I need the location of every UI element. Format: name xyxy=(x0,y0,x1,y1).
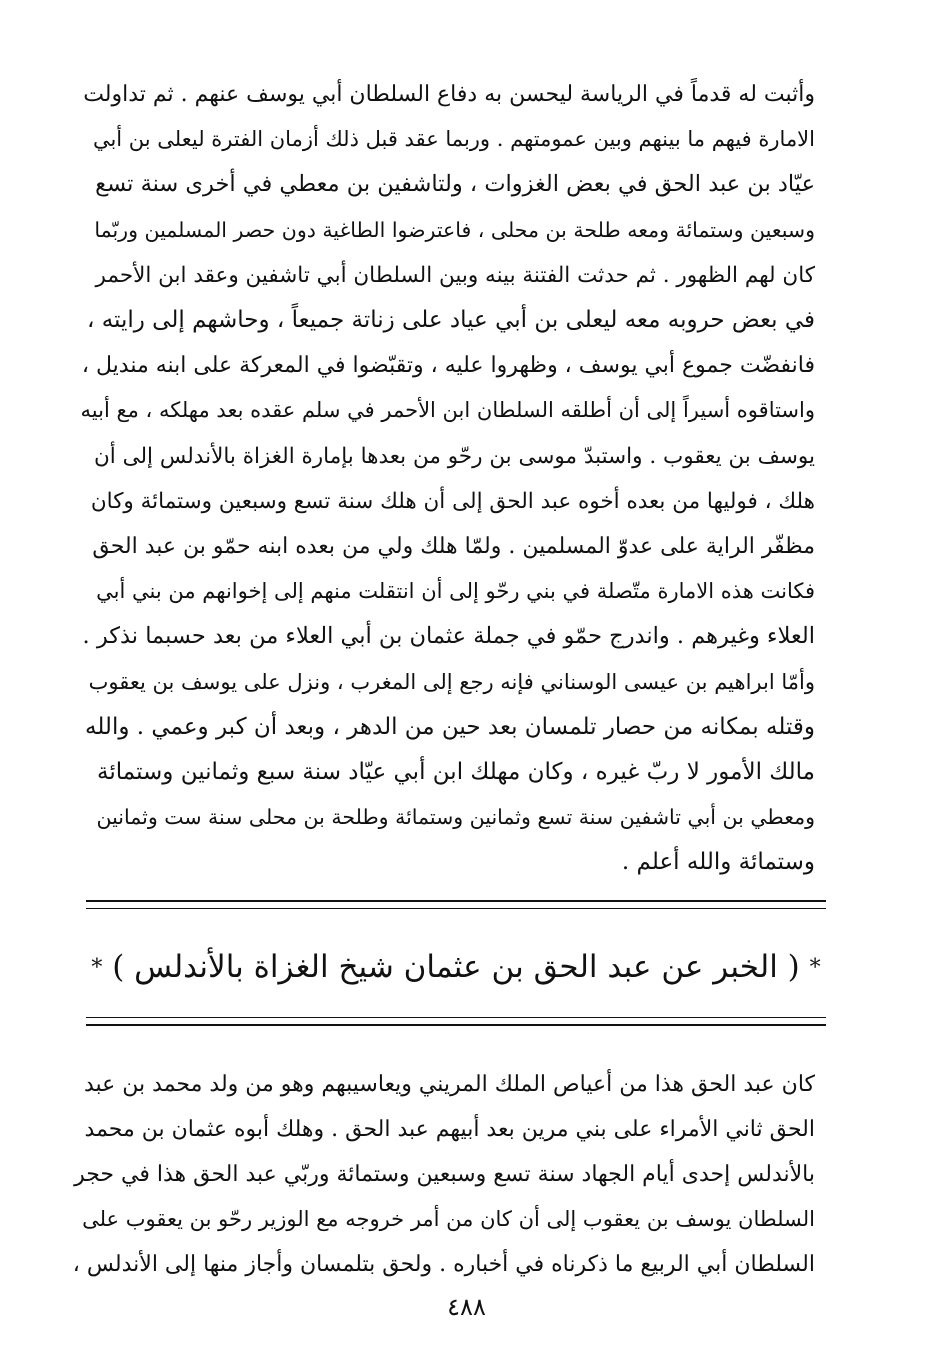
text-line: كان عبد الحق هذا من أعياص الملك المريني ويعاسيبهم وهو من ولد محمد بن عبد xyxy=(83,1072,815,1097)
bottom-paragraph xyxy=(69,1062,815,1287)
text-line: وستمائة والله أعلم . xyxy=(621,849,815,876)
text-line: وأمّا ابراهيم بن عيسى الوسناني فإنه رجع إلى المغرب ، ونزل على يوسف بن يعقوب xyxy=(88,669,815,694)
text-line: وأثبت له قدماً في الرياسة ليحسن به دفاع السلطان أبي يوسف عنهم . ثم تداولت xyxy=(83,82,815,107)
star-ornament-icon: * xyxy=(91,955,103,981)
text-line: وقتله بمكانه من حصار تلمسان بعد حين من الدهر ، وبعد أن كبر وعمي . والله xyxy=(84,713,815,740)
text-line: يوسف بن يعقوب . واستبدّ موسى بن رحّو من بعدها بإمارة الغزاة بالأندلس إلى أن xyxy=(93,443,815,469)
text-line: عيّاد بن عبد الحق في بعض الغزوات ، ولتاشفين بن معطي في أخرى سنة تسع xyxy=(95,171,815,198)
text-line: بالأندلس إحدى أيام الجهاد سنة تسع وسبعين وستمائة وربّي عبد الحق هذا في حجر xyxy=(74,1162,815,1187)
text-line: الحق ثاني الأمراء على بني مرين بعد أبيهم عبد الحق . وهلك أبوه عثمان بن محمد xyxy=(84,1117,815,1142)
page-number: ٤٨٨ xyxy=(447,1293,486,1321)
section-heading xyxy=(86,932,826,1002)
text-line: السلطان يوسف بن يعقوب إلى أن كان من أمر خروجه مع الوزير رحّو بن يعقوب على xyxy=(82,1207,815,1231)
text-line: مظفّر الراية على عدوّ المسلمين . ولمّا هلك ولي من بعده ابنه حمّو بن عبد الحق xyxy=(92,534,815,560)
text-line: الامارة فيهم ما بينهم وبين عمومتهم . وربما عقد قبل ذلك أزمان الفترة ليعلى بن أبي xyxy=(92,127,815,152)
text-line: ومعطي بن أبي تاشفين سنة تسع وثمانين وستمائة وطلحة بن محلى سنة ست وثمانين xyxy=(96,805,815,830)
text-line: السلطان أبي الربيع ما ذكرناه في أخباره . ولحق بتلمسان وأجاز منها إلى الأندلس ، xyxy=(72,1252,815,1277)
text-line: مالك الأمور لا ربّ غيره ، وكان مهلك ابن أبي عيّاد سنة سبع وثمانين وستمائة xyxy=(97,759,815,786)
text-line: هلك ، فوليها من بعده أخوه عبد الحق إلى أن هلك سنة تسع وسبعين وستمائة وكان xyxy=(90,488,815,514)
divider xyxy=(86,1024,826,1026)
divider xyxy=(86,900,826,902)
text-line: فكانت هذه الامارة متّصلة في بني رحّو إلى أن انتقلت منهم إلى إخوانهم من بني أبي xyxy=(96,579,815,604)
text-line: واستاقوه أسيراً إلى أن أطلقه السلطان ابن الأحمر في سلم عقده بعد مهلكه ، مع أبيه xyxy=(80,398,815,423)
heading-bottom-rules xyxy=(86,1017,826,1026)
text-line: فانفضّت جموع أبي يوسف ، وظهروا عليه ، وتقبّضوا في المعركة على ابنه منديل ، xyxy=(81,353,815,379)
divider xyxy=(86,908,826,909)
text-line: كان لهم الظهور . ثم حدثت الفتنة بينه وبين السلطان أبي تاشفين وعقد ابن الأحمر xyxy=(95,262,815,288)
top-paragraph xyxy=(80,72,815,886)
text-line: وسبعين وستمائة ومعه طلحة بن محلى ، فاعترضوا الطاغية دون حصر المسلمين وربّما xyxy=(94,217,815,242)
text-line: في بعض حروبه معه ليعلى بن أبي عياد على زناتة جميعاً ، وحاشهم إلى رايته ، xyxy=(86,307,815,334)
star-ornament-icon: * xyxy=(809,955,821,981)
section-title: ( الخبر عن عبد الحق بن عثمان شيخ الغزاة بالأندلس ) xyxy=(112,949,800,985)
text-line: العلاء وغيرهم . واندرج حمّو في جملة عثمان بن أبي العلاء من بعد حسبما نذكر . xyxy=(82,623,815,650)
divider xyxy=(86,1017,826,1018)
heading-top-rules xyxy=(86,900,826,909)
